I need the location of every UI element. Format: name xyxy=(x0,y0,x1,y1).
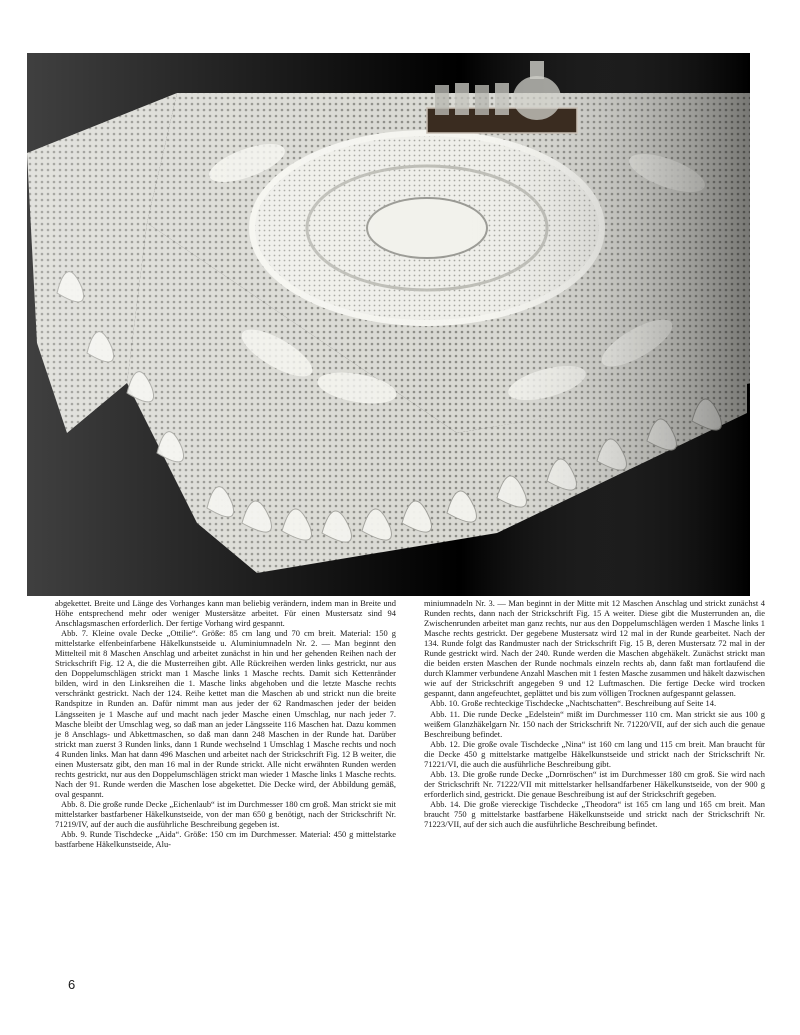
paragraph: Abb. 8. Die große runde Decke „Eichenlaub“ ist im Durchmesser 180 cm groß. Man strickt sie mit mittelstarker bastfarbener Häkelkunstseide, von der man 650 g benötigt, nach der Strickschrift Nr. 71219/IV, auf der auch die ausführliche Beschreibung gegeben ist. xyxy=(55,798,396,830)
tablecloth-illustration xyxy=(27,53,750,596)
paragraph: Abb. 7. Kleine ovale Decke „Ottilie“. Größe: 85 cm lang und 70 cm breit. Material: 150 g mittelstarke elfenbeinfarbene Häkelkunstseide u. Aluminiumnadeln Nr. 2. — Man beginnt den Mittelteil mit 8 Maschen Anschlag und arbeitet zunächst in hin und her gehenden Reihen nach der Strickschrift Fig. 12 A, die die Musterreihen gibt. Alle Rückreihen werden links gestrickt, nur aus den Doppelumschlägen strickt man 1 Masche links 1 Masche rechts. Damit sich Kettenränder bilden, wird in den Linksreihen die 1. Masche links abgehoben und die letzte Masche rechts verschränkt gestrickt. Nach der 124. Reihe kettet man die Maschen ab und strickt nun die breite Randspitze in Runden an. Dafür nimmt man aus jeder der 62 Randmaschen jeder der beiden Längsseiten je 1 Masche auf und macht nach jeder Masche einen Umschlag, nur nach jeder 7. Masche bleibt der Umschlag weg, so daß man an jeder Längsseite 116 Maschen hat. Dazu kommen je 8 Anschlags- und Abkettmaschen, so daß man dann 248 Maschen in der Runde hat. Darüber strickt man zuerst 3 Runden links, dann 1 Runde wechselnd 1 Umschlag 1 Masche rechts und noch 4 Runden links. Man hat dann 496 Maschen und arbeitet nach der Strickschrift Fig. 12 B weiter, die einen Mustersatz gibt, den man 16 mal in der Runde strickt. Alle nicht erwähnten Runden werden rechts gestrickt, nur aus den Doppelumschlägen strickt man wieder 1 Masche links 1 Masche rechts. Nach der 91. Runde werden die Maschen lose abgekettet. Die Decke wird, der Abbildung gemäß, oval gespannt. xyxy=(55,628,396,799)
page-number: 6 xyxy=(68,977,76,992)
paragraph: miniumnadeln Nr. 3. — Man beginnt in der Mitte mit 12 Maschen Anschlag und strickt zunächst 4 Runden rechts, dann nach der Strickschrift Fig. 15 A weiter. Diese gibt die Musterrunden an, die Zwischenrunden arbeitet man ganz rechts, nur aus den Doppelumschlägen werden 1 Masche links 1 Masche rechts gestrickt. Der gegebene Mustersatz wird 12 mal in der Runde gearbeitet. Nach der 134. Runde folgt das Randmuster nach der Strickschrift Fig. 15 B, deren Mustersatz 72 mal in der Runde gestrickt wird. Nach der 240. Runde werden die Maschen abgehäkelt. Zunächst strickt man die beiden ersten Maschen der Runde nochmals einzeln rechts ab, dann faßt man fortlaufend die durch Klammer verbundene Anzahl Maschen mit 1 festen Masche zusammen und häkelt dazwischen wie auf der Strickschrift angegeben 9 und 12 Luftmaschen. Die fertige Decke wird trocken gespannt, dann angefeuchtet, geplättet und bis zum völligen Trocknen aufgespannt gelassen. xyxy=(424,598,765,699)
text-columns xyxy=(55,598,765,978)
paragraph: Abb. 11. Die runde Decke „Edelstein“ mißt im Durchmesser 110 cm. Man strickt sie aus 100 g weißem Glanzhäkelgarn Nr. 150 nach der Strickschrift Nr. 71220/VII, auf der sich auch die genaue Beschreibung befindet. xyxy=(424,708,765,739)
paragraph: Abb. 13. Die große runde Decke „Dornröschen“ ist im Durchmesser 180 cm groß. Sie wird nach der Strickschrift Nr. 71222/VII mit mittelstarker hellsandfarbener Häkelkunstseide, von der 900 g erforderlich sind, gestrickt. Die genaue Beschreibung ist auf der Strickschrift gegeben. xyxy=(424,768,765,799)
paragraph: Abb. 14. Die große viereckige Tischdecke „Theodora“ ist 165 cm lang und 165 cm breit. Man braucht 750 g mittelstarke bastfarbene Häkelkunstseide und strickt nach der Strickschrift Nr. 71223/VII, auf der sich auch die ausführliche Beschreibung befindet. xyxy=(424,798,765,830)
paragraph: Abb. 10. Große rechteckige Tischdecke „Nachtschatten“. Beschreibung auf Seite 14. xyxy=(430,698,717,709)
right-column xyxy=(424,598,765,978)
left-column xyxy=(55,598,396,978)
tablecloth-photo xyxy=(27,53,750,596)
paragraph: Abb. 12. Die große ovale Tischdecke „Nina“ ist 160 cm lang und 115 cm breit. Man braucht für die Decke 450 g mittelstarke mattgelbe Häkelkunstseide und strickt nach der Strickschrift Nr. 71221/VI, die auch die ausführliche Beschreibung gibt. xyxy=(424,738,765,769)
paragraph: abgekettet. Breite und Länge des Vorhanges kann man beliebig verändern, indem man in Breite und Höhe entsprechend mehr oder weniger Mustersätze arbeitet. Für einen Mustersatz sind 94 Anschlagsmaschen erforderlich. Der fertige Vorhang wird gespannt. xyxy=(55,598,396,629)
paragraph: Abb. 9. Runde Tischdecke „Aida“. Größe: 150 cm im Durchmesser. Material: 450 g mittelstarke bastfarbene Häkelkunstseide, Alu- xyxy=(55,829,396,850)
